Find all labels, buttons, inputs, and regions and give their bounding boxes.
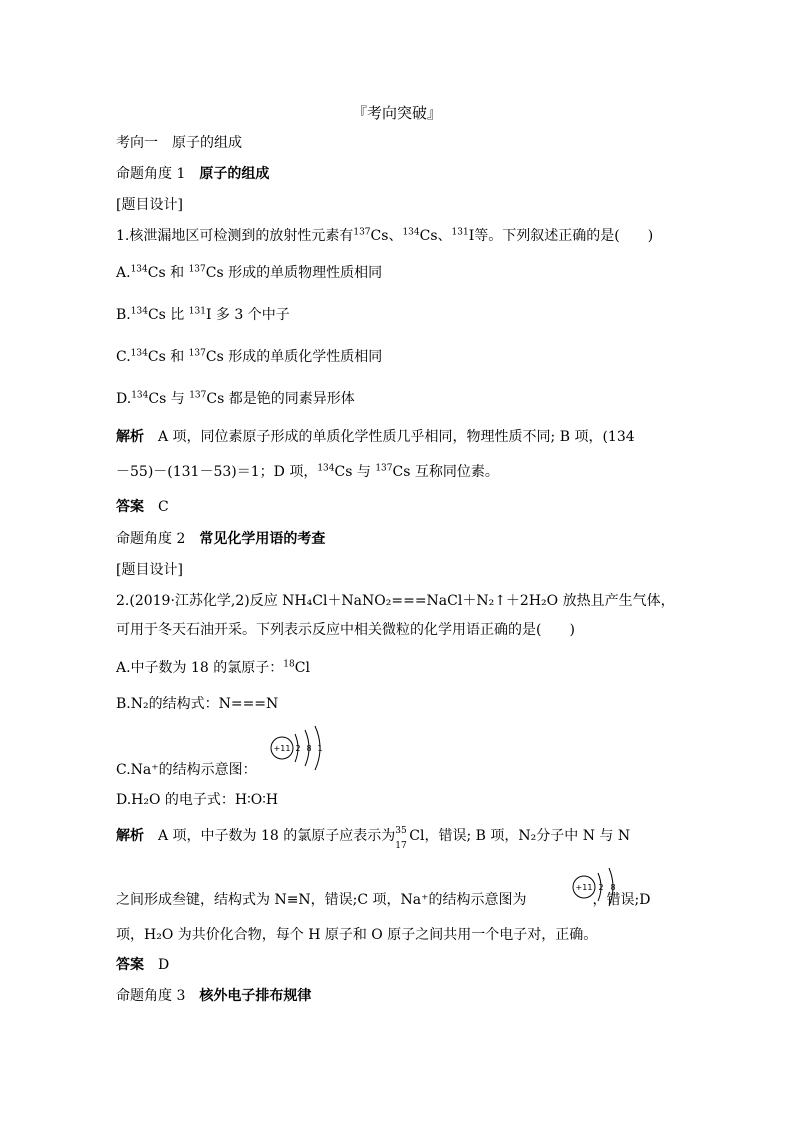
q1-answer: 答案 C bbox=[116, 499, 169, 515]
na-ion-explanation-diagram bbox=[570, 862, 634, 912]
diagram-c-shell-2: 8 bbox=[306, 744, 312, 753]
diagram-c-nucleus: +11 bbox=[273, 744, 291, 753]
page-title: 『考向突破』 bbox=[351, 104, 442, 122]
angle-1-label: 命题角度 1 bbox=[116, 166, 186, 182]
q1-option-b: B.$^{134}$Cs 比 $^{131}$I 多 3 个中子 bbox=[116, 306, 290, 323]
q2-option-d: D.H₂O 的电子式：H∶O∶H bbox=[116, 792, 279, 808]
q2-option-a: A.中子数为 18 的氯原子：$^{18}$Cl bbox=[116, 659, 310, 676]
diagram-exp-shell-2: 8 bbox=[610, 883, 616, 892]
q1-explanation-line2: －55)－(131－53)＝1；D 项，$^{134}$Cs 与 $^{137}$Cs 互称同位素。 bbox=[116, 463, 499, 480]
diagram-c-shell-3: 1 bbox=[317, 744, 323, 753]
na-ion-structure-diagram bbox=[268, 722, 338, 774]
angle-1-heading bbox=[116, 164, 269, 184]
q1-option-d: D.$^{134}$Cs 与 $^{137}$Cs 都是铯的同素异形体 bbox=[116, 390, 355, 407]
q2-explanation-line2: 之间形成叁键，结构式为 N≡N，错误;C 项，Na⁺的结构示意图为 ，错误;D bbox=[116, 892, 651, 908]
q2-option-b: B.N₂的结构式：N===N bbox=[116, 696, 279, 712]
q1-explanation-line1: 解析 A 项，同位素原子形成的单质化学性质几乎相同，物理性质不同; B 项，(134 bbox=[116, 429, 635, 445]
q2-answer: 答案 D bbox=[116, 957, 170, 973]
diagram-exp-shell-1: 2 bbox=[598, 883, 604, 892]
diagram-exp-nucleus: +11 bbox=[575, 883, 593, 892]
design-1-label: [题目设计] bbox=[116, 197, 183, 213]
angle-1-name: 原子的组成 bbox=[199, 166, 270, 182]
q1-option-a: A.$^{134}$Cs 和 $^{137}$Cs 形成的单质物理性质相同 bbox=[116, 264, 383, 281]
design-2-label: [题目设计] bbox=[116, 562, 183, 578]
section-heading: 考向一 原子的组成 bbox=[116, 135, 242, 151]
q2-stem-line1: 2.(2019·江苏化学,2)反应 NH₄Cl＋NaNO₂===NaCl＋N₂↑＋2H₂O 放热且产生气体， bbox=[116, 593, 675, 609]
q1-option-c: C.$^{134}$Cs 和 $^{137}$Cs 形成的单质化学性质相同 bbox=[116, 348, 383, 365]
q2-explanation-line3: 项，H₂O 为共价化合物，每个 H 原子和 O 原子之间共用一个电子对，正确。 bbox=[116, 927, 598, 943]
q2-explanation-line1: 解析 A 项，中子数为 18 的氯原子应表示为 35 17 Cl，错误; B 项，N₂分子中 N 与 N bbox=[116, 826, 631, 851]
q2-stem-line2: 可用于冬天石油开采。下列表示反应中相关微粒的化学用语正确的是( ) bbox=[116, 622, 575, 638]
q1-stem: 1.核泄漏地区可检测到的放射性元素有$^{137}$Cs、$^{134}$Cs、$^{131}$I等。下列叙述正确的是( ) bbox=[116, 227, 654, 244]
angle-3-heading: 命题角度 3 核外电子排布规律 bbox=[116, 988, 312, 1004]
angle-2-heading: 命题角度 2 常见化学用语的考查 bbox=[116, 531, 326, 547]
diagram-c-shell-1: 2 bbox=[295, 744, 301, 753]
q2-option-c: C.Na⁺的结构示意图： bbox=[116, 762, 257, 778]
